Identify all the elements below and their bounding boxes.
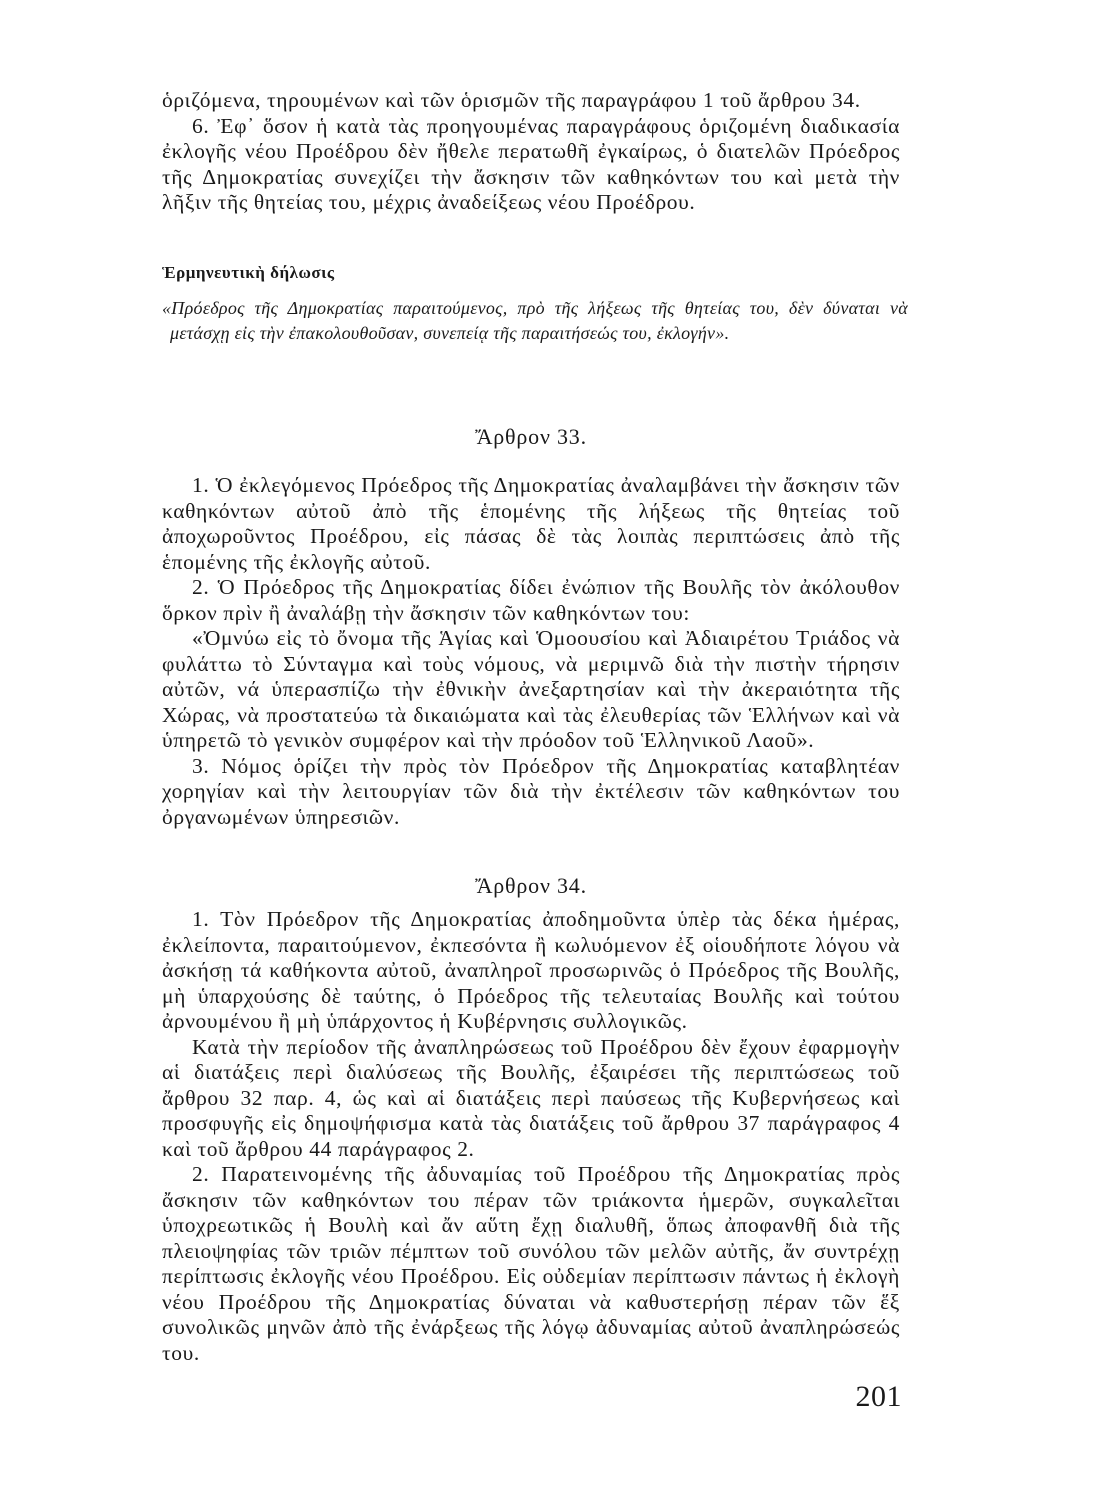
interpretive-text: «Πρόεδρος τῆς Δημοκρατίας παραιτούμενος, πρὸ τῆς λήξεως τῆς θητείας του, δὲν δύναται νὰ μετάσχῃ εἰς τὴν ἐπακολουθοῦσαν, συνεπείᾳ τῆς παραιτήσεώς του, ἐκλογήν».	[162, 298, 908, 343]
article-33-heading: Ἄρθρον 33.	[475, 424, 587, 449]
article-33-paragraph-1: 1. Ὁ ἐκλεγόμενος Πρόεδρος τῆς Δημοκρατίας ἀναλαμβάνει τὴν ἄσκησιν τῶν καθηκόντων αὐτοῦ ἀπὸ τῆς ἑπομένης τῆς λήξεως τῆς θητείας τοῦ ἀποχωροῦντος Προέδρου, εἰς πάσας δὲ τὰς λοιπὰς περιπτώσεις ἀπὸ τῆς ἑπομένης τῆς ἐκλογῆς αὐτοῦ.	[162, 473, 900, 574]
article-34-heading: Ἄρθρον 34.	[475, 873, 587, 898]
article-33-oath: «Ὀμνύω εἰς τὸ ὄνομα τῆς Ἁγίας καὶ Ὁμοουσίου καὶ Ἀδιαιρέτου Τριάδος νὰ φυλάττω τὸ Σύνταγμα καὶ τοὺς νόμους, νὰ μεριμνῶ διὰ τὴν πιστὴν τήρησιν αὐτῶν, νά ὑπερασπίζω τὴν ἐθνικὴν ἀνεξαρτησίαν καὶ τὴν ἀκεραιότητα τῆς Χώρας, νὰ προστατεύω τὰ δικαιώματα καὶ τὰς ἐλευθερίας τῶν Ἑλλήνων καὶ νὰ ὑπηρετῶ τὸ γενικὸν συμφέρον καὶ τὴν πρόοδον τοῦ Ἑλληνικοῦ Λαοῦ».	[162, 626, 900, 752]
continuation-line: ὁριζόμενα, τηρουμένων καὶ τῶν ὁρισμῶν τῆς παραγράφου 1 τοῦ ἄρθρου 34.	[162, 88, 861, 112]
top-block	[162, 88, 900, 216]
paragraph-6: 6. Ἐφ᾽ ὅσον ἡ κατὰ τὰς προηγουμένας παραγράφους ὁριζομένη διαδικασία ἐκλογῆς νέου Προέδρου δὲν ἤθελε περατωθῆ ἐγκαίρως, ὁ διατελῶν Πρόεδρος τῆς Δημοκρατίας συνεχίζει τὴν ἄσκησιν τῶν καθηκόντων του καὶ μετὰ τὴν λῆξιν τῆς θητείας του, μέχρις ἀναδείξεως νέου Προέδρου.	[162, 113, 900, 214]
article-34-paragraph-1: 1. Τὸν Πρόεδρον τῆς Δημοκρατίας ἀποδημοῦντα ὑπὲρ τὰς δέκα ἡμέρας, ἐκλείποντα, παραιτούμενον, ἐκπεσόντα ἢ κωλυόμενον ἐξ οἱουδήποτε λόγου νὰ ἀσκήσῃ τά καθήκοντα αὐτοῦ, ἀναπληροῖ προσωρινῶς ὁ Πρόεδρος τῆς Βουλῆς, μὴ ὑπαρχούσης δὲ ταύτης, ὁ Πρόεδρος τῆς τελευταίας Βουλῆς καὶ τούτου ἀρνουμένου ἢ μὴ ὑπάρχοντος ἡ Κυβέρνησις συλλογικῶς.	[162, 907, 900, 1033]
article-34-paragraph-1b: Κατὰ τὴν περίοδον τῆς ἀναπληρώσεως τοῦ Προέδρου δὲν ἔχουν ἐφαρμογὴν αἱ διατάξεις περὶ διαλύσεως τῆς Βουλῆς, ἐξαιρέσει τῆς περιπτώσεως τοῦ ἄρθρου 32 παρ. 4, ὡς καὶ αἱ διατάξεις περὶ παύσεως τῆς Κυβερνήσεως καὶ προσφυγῆς εἰς δημοψήφισμα κατὰ τὰς διατάξεις τοῦ ἄρθρου 37 παράγραφος 4 καὶ τοῦ ἄρθρου 44 παράγραφος 2.	[162, 1034, 900, 1161]
article-33-body	[162, 473, 900, 830]
article-33-paragraph-2: 2. Ὁ Πρόεδρος τῆς Δημοκρατίας δίδει ἐνώπιον τῆς Βουλῆς τὸν ἀκόλουθον ὅρκον πρὶν ἢ ἀναλάβῃ τὴν ἄσκησιν τῶν καθηκόντων του:	[162, 575, 900, 625]
interpretive-heading: Ἑρμηνευτικὴ δήλωσις	[162, 263, 335, 282]
article-33-paragraph-3: 3. Νόμος ὁρίζει τὴν πρὸς τὸν Πρόεδρον τῆς Δημοκρατίας καταβλητέαν χορηγίαν καὶ τὴν λειτουργίαν τῶν διὰ τὴν ἐκτέλεσιν τῶν καθηκόντων του ὀργανωμένων ὑπηρεσιῶν.	[162, 753, 900, 829]
page-number: 201	[855, 1380, 902, 1413]
article-34-body	[162, 907, 900, 1366]
article-34-paragraph-2: 2. Παρατεινομένης τῆς ἀδυναμίας τοῦ Προέδρου τῆς Δημοκρατίας πρὸς ἄσκησιν τῶν καθηκόντων του πέραν τῶν τριάκοντα ἡμερῶν, συγκαλεῖται ὑποχρεωτικῶς ἡ Βουλὴ καὶ ἄν αὕτη ἔχῃ διαλυθῆ, ὅπως ἀποφανθῆ διὰ τῆς πλειοψηφίας τῶν τριῶν πέμπτων τοῦ συνόλου τῶν μελῶν αὐτῆς, ἄν συντρέχῃ περίπτωσις ἐκλογῆς νέου Προέδρου. Εἰς οὐδεμίαν περίπτωσιν πάντως ἡ ἐκλογὴ νέου Προέδρου τῆς Δημοκρατίας δύναται νὰ καθυστερήσῃ πέραν τῶν ἕξ συνολικῶς μηνῶν ἀπὸ τῆς ἐνάρξεως τῆς λόγῳ ἀδυναμίας αὐτοῦ ἀναπληρώσεώς του.	[162, 1162, 900, 1365]
